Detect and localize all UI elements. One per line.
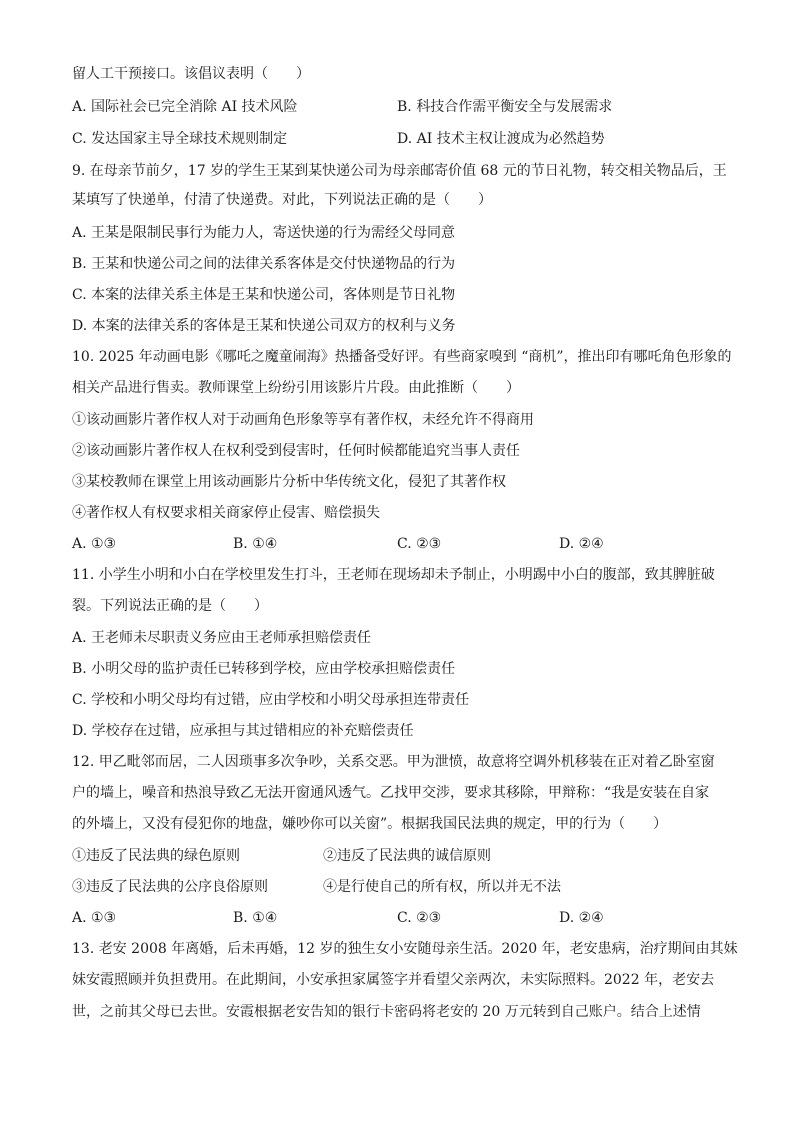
q12-stem-line-1: 12. 甲乙毗邻而居，二人因琐事多次争吵，关系交恶。甲为泄愤，故意将空调外机移装在正对着乙卧室窗	[72, 754, 715, 770]
q12-statement-4: ④是行使自己的所有权，所以并无不法	[323, 879, 561, 895]
q11-option-b: B. 小明父母的监护责任已转移到学校，应由学校承担赔偿责任	[72, 661, 456, 677]
q10-statement-4: ④著作权人有权要求相关商家停止侵害、赔偿损失	[72, 505, 380, 521]
q12-option-d: D. ②④	[559, 910, 604, 926]
q13-stem-line-3: 世，之前其父母已去世。安霞根据老安告知的银行卡密码将老安的 20 万元转到自己账户。结合上述情	[72, 1004, 701, 1020]
q9-stem-line-2: 某填写了快递单，付清了快递费。对此，下列说法正确的是（ ）	[72, 192, 492, 208]
q11-stem-line-1: 11. 小学生小明和小白在学校里发生打斗，王老师在现场却未予制止，小明踢中小白的腹部，致其脾脏破	[72, 567, 715, 583]
q10-stem-line-1: 10. 2025 年动画电影《哪吒之魔童闹海》热播备受好评。有些商家嗅到 “商机”，推出印有哪吒角色形象的	[72, 349, 732, 365]
q12-option-c: C. ②③	[397, 910, 442, 926]
q11-option-c: C. 学校和小明父母均有过错，应由学校和小明父母承担连带责任	[72, 692, 470, 708]
q11-option-a: A. 王老师未尽职责义务应由王老师承担赔偿责任	[72, 630, 372, 646]
q10-option-a: A. ①③	[72, 536, 117, 552]
q12-statement-3: ③违反了民法典的公序良俗原则	[72, 879, 268, 895]
q12-option-a: A. ①③	[72, 910, 117, 926]
q12-option-b: B. ①④	[233, 910, 278, 926]
q10-option-c: C. ②③	[397, 536, 442, 552]
q8-stem-tail: 留人工干预接口。该倡议表明（ ）	[72, 66, 310, 82]
q8-option-a: A. 国际社会已完全消除 AI 技术风险	[72, 99, 298, 115]
q9-option-d: D. 本案的法律关系的客体是王某和快递公司双方的权利与义务	[72, 318, 456, 334]
q10-option-d: D. ②④	[559, 536, 604, 552]
q9-stem-line-1: 9. 在母亲节前夕，17 岁的学生王某到某快递公司为母亲邮寄价值 68 元的节日礼物，转交相关物品后，王	[72, 163, 727, 179]
q8-option-d: D. AI 技术主权让渡成为必然趋势	[397, 131, 605, 147]
q12-stem-line-2: 户的墙上，噪音和热浪导致乙无法开窗通风透气。乙找甲交涉，要求其移除，甲辩称：“我是安装在自家	[72, 785, 710, 801]
q10-option-b: B. ①④	[233, 536, 278, 552]
q12-stem-line-3: 的外墙上，又没有侵犯你的地盘，嫌吵你可以关窗”。根据我国民法典的规定，甲的行为（ ）	[72, 816, 668, 832]
q9-option-a: A. 王某是限制民事行为能力人，寄送快递的行为需经父母同意	[72, 225, 456, 241]
q13-stem-line-1: 13. 老安 2008 年离婚，后未再婚，12 岁的独生女小安随母亲生活。2020 年，老安患病，治疗期间由其妹	[72, 941, 738, 957]
q9-option-b: B. 王某和快递公司之间的法律关系客体是交付快递物品的行为	[72, 256, 456, 272]
q10-statement-3: ③某校教师在课堂上用该动画影片分析中华传统文化，侵犯了其著作权	[72, 474, 506, 490]
q12-statement-1: ①违反了民法典的绿色原则	[72, 848, 240, 864]
q11-option-d: D. 学校存在过错，应承担与其过错相应的补充赔偿责任	[72, 723, 414, 739]
q13-stem-line-2: 妹安霞照顾并负担费用。在此期间，小安承担家属签字并看望父亲两次，未实际照料。2022 年，老安去	[72, 972, 715, 988]
q8-option-c: C. 发达国家主导全球技术规则制定	[72, 131, 288, 147]
q12-statement-2: ②违反了民法典的诚信原则	[323, 848, 491, 864]
q8-option-b: B. 科技合作需平衡安全与发展需求	[397, 99, 613, 115]
q10-stem-line-2: 相关产品进行售卖。教师课堂上纷纷引用该影片片段。由此推断（ ）	[72, 380, 520, 396]
q10-statement-1: ①该动画影片著作权人对于动画角色形象等享有著作权，未经允许不得商用	[72, 412, 534, 428]
q11-stem-line-2: 裂。下列说法正确的是（ ）	[72, 598, 268, 614]
q10-statement-2: ②该动画影片著作权人在权利受到侵害时，任何时候都能追究当事人责任	[72, 443, 520, 459]
q9-option-c: C. 本案的法律关系主体是王某和快递公司，客体则是节日礼物	[72, 287, 456, 303]
